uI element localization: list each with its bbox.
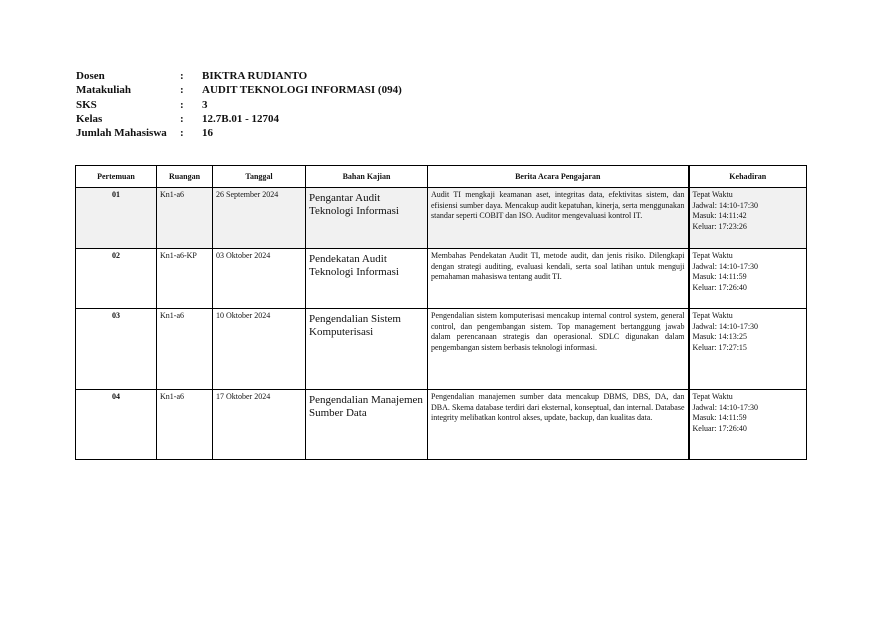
info-label: Matakuliah xyxy=(76,84,132,97)
attendance-checkout: Keluar: 17:23:26 xyxy=(692,221,747,231)
info-colon: : xyxy=(180,70,184,82)
cell-tanggal: 03 Oktober 2024 xyxy=(213,249,306,309)
cell-ruangan: Kn1-a6 xyxy=(157,188,213,249)
cell-kehadiran xyxy=(689,390,807,460)
course-info xyxy=(76,69,402,140)
info-value: BIKTRA RUDIANTO xyxy=(202,70,308,82)
cell-pertemuan: 02 xyxy=(76,249,157,309)
info-value: 16 xyxy=(202,127,213,140)
cell-bahan-kajian: Pengantar Audit Teknologi Informasi xyxy=(306,188,428,249)
info-row-dosen xyxy=(76,69,402,83)
cell-bahan-kajian: Pengendalian Manajemen Sumber Data xyxy=(306,390,428,460)
cell-kehadiran xyxy=(689,249,807,309)
info-colon: : xyxy=(180,127,184,140)
table-row xyxy=(76,309,807,390)
header-kehadiran: Kehadiran xyxy=(689,166,807,188)
cell-pertemuan: 03 xyxy=(76,309,157,390)
cell-bahan-kajian: Pengendalian Sistem Komputerisasi xyxy=(306,309,428,390)
header-berita-acara: Berita Acara Pengajaran xyxy=(428,166,689,188)
cell-tanggal: 10 Oktober 2024 xyxy=(213,309,306,390)
attendance-checkout: Keluar: 17:26:40 xyxy=(692,282,747,292)
attendance-checkin: Masuk: 14:13:25 xyxy=(692,332,747,342)
info-value: 12.7B.01 - 12704 xyxy=(202,112,279,125)
header-pertemuan: Pertemuan xyxy=(76,166,157,188)
info-value: 3 xyxy=(202,98,208,111)
attendance-status: Tepat Waktu xyxy=(692,311,733,320)
attendance-schedule: Jadwal: 14:10-17:30 xyxy=(692,261,759,271)
cell-berita-acara: Membahas Pendekatan Audit TI, metode audit, dan jenis risiko. Dilengkapi dengan strategi auditing, evaluasi kendali, serta soal latihan untuk menguji pemahaman mahasiswa tentang audit TI. xyxy=(428,249,689,309)
table-row xyxy=(76,249,807,309)
table-row xyxy=(76,188,807,249)
cell-kehadiran xyxy=(689,188,807,249)
attendance-schedule: Jadwal: 14:10-17:30 xyxy=(692,200,759,210)
info-label: Jumlah Mahasiswa xyxy=(76,127,167,140)
attendance-checkin: Masuk: 14:11:42 xyxy=(692,211,747,221)
attendance-status: Tepat Waktu xyxy=(692,190,733,199)
attendance-table xyxy=(75,165,807,460)
attendance-checkin: Masuk: 14:11:59 xyxy=(692,413,747,423)
cell-bahan-kajian: Pendekatan Audit Teknologi Informasi xyxy=(306,249,428,309)
attendance-status: Tepat Waktu xyxy=(692,392,733,401)
attendance-checkin: Masuk: 14:11:59 xyxy=(692,272,747,282)
cell-berita-acara: Pengendalian sistem komputerisasi mencakup internal control system, general control, dan pengembangan sistem. Top management bertanggung jawab dalam perencanaan strategis dan operasional. SDLC digunakan dalam pengembangan sistem berbasis teknologi informasi. xyxy=(428,309,689,390)
header-ruangan: Ruangan xyxy=(157,166,213,188)
cell-ruangan: Kn1-a6-KP xyxy=(157,249,213,309)
cell-tanggal: 26 September 2024 xyxy=(213,188,306,249)
table-header-row xyxy=(76,166,807,188)
attendance-schedule: Jadwal: 14:10-17:30 xyxy=(692,321,759,331)
cell-kehadiran xyxy=(689,309,807,390)
info-colon: : xyxy=(180,84,184,97)
cell-pertemuan: 04 xyxy=(76,390,157,460)
attendance-checkout: Keluar: 17:27:15 xyxy=(692,342,747,352)
info-label: Kelas xyxy=(76,112,103,125)
cell-pertemuan: 01 xyxy=(76,188,157,249)
cell-berita-acara: Audit TI mengkaji keamanan aset, integritas data, efektivitas sistem, dan efisiensi sumber daya. Mencakup audit kepatuhan, kinerja, serta menggunakan standar seperti COBIT dan ISO. Auditor mengevaluasi kontrol IT. xyxy=(428,188,689,249)
attendance-schedule: Jadwal: 14:10-17:30 xyxy=(692,402,759,412)
header-bahan-kajian: Bahan Kajian xyxy=(306,166,428,188)
info-row-kelas xyxy=(76,112,402,126)
cell-berita-acara: Pengendalian manajemen sumber data mencakup DBMS, DBS, DA, dan DBA. Skema database terdiri dari eksternal, konseptual, dan internal. Database integrity melibatkan kontrol akses, update, backup, dan kualitas data. xyxy=(428,390,689,460)
info-row-sks xyxy=(76,98,402,112)
table-row xyxy=(76,390,807,460)
info-row-jumlah-mahasiswa xyxy=(76,126,402,140)
info-colon: : xyxy=(180,98,184,111)
attendance-checkout: Keluar: 17:26:40 xyxy=(692,423,747,433)
info-colon: : xyxy=(180,112,184,125)
cell-ruangan: Kn1-a6 xyxy=(157,390,213,460)
cell-ruangan: Kn1-a6 xyxy=(157,309,213,390)
header-tanggal: Tanggal xyxy=(213,166,306,188)
info-value: AUDIT TEKNOLOGI INFORMASI (094) xyxy=(202,84,402,97)
info-row-matakuliah xyxy=(76,83,402,97)
attendance-status: Tepat Waktu xyxy=(692,251,733,260)
info-label: Dosen xyxy=(76,70,105,82)
info-label: SKS xyxy=(76,98,97,111)
cell-tanggal: 17 Oktober 2024 xyxy=(213,390,306,460)
